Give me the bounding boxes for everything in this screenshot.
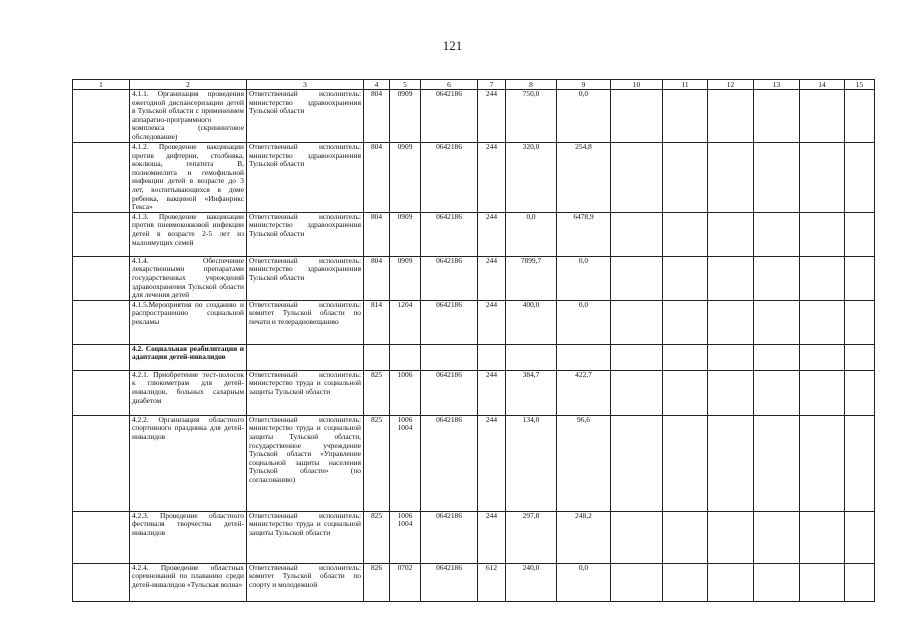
empty-cell	[845, 212, 875, 256]
empty-cell	[754, 511, 800, 563]
page-number: 121	[442, 38, 463, 53]
empty-cell	[611, 370, 663, 415]
target-code-cell: 0642186	[421, 90, 478, 143]
executor-cell: Ответственный исполнитель: министерство труда и социальной защиты Тульской области	[247, 511, 364, 563]
empty-cell	[611, 563, 663, 601]
column-header: 15	[845, 80, 875, 90]
empty-cell	[708, 344, 754, 370]
empty-cell	[663, 511, 708, 563]
amount-cell: 248,2	[557, 511, 611, 563]
code-cell: 804	[364, 212, 390, 256]
amount-cell: 254,8	[557, 143, 611, 213]
event-name-cell: 4.1.2. Проведение вакцинации против дифтерии, столбняка, коклюша, гепатита В, полиомиелита и гемофильной инфекции детей в возрасте до 3 лет, воспитывающихся в доме ребенка, вакциной «Инфанрикс Гекса»	[130, 143, 247, 213]
table-row	[73, 90, 875, 143]
empty-cell	[663, 344, 708, 370]
section-code-cell: 0909	[390, 256, 421, 300]
section-code-cell: 1006 1004	[390, 511, 421, 563]
expense-type-cell: 244	[478, 90, 506, 143]
target-code-cell: 0642186	[421, 143, 478, 213]
event-name-cell: 4.1.3. Проведение вакцинации против пневмококковой инфекции детей в возрасте 2-5 лет из малоимущих семей	[130, 212, 247, 256]
executor-cell: Ответственный исполнитель: министерство труда и социальной защиты Тульской области, государственное учреждение Тульской области «Управление социальной защиты населения Тульской области» (по согласованию)	[247, 415, 364, 511]
empty-cell	[663, 90, 708, 143]
empty-cell	[663, 300, 708, 344]
target-code-cell: 0642186	[421, 370, 478, 415]
target-code-cell: 0642186	[421, 511, 478, 563]
empty-cell	[708, 300, 754, 344]
executor-cell: Ответственный исполнитель: министерство здравоохранения Тульской области	[247, 90, 364, 143]
empty-cell	[73, 415, 130, 511]
expense-type-cell: 244	[478, 212, 506, 256]
empty-cell	[800, 415, 845, 511]
empty-cell	[73, 511, 130, 563]
target-code-cell: 0642186	[421, 300, 478, 344]
table-row	[73, 563, 875, 601]
expense-type-cell: 244	[478, 143, 506, 213]
empty-cell	[611, 344, 663, 370]
empty-cell	[708, 143, 754, 213]
column-header: 5	[390, 80, 421, 90]
empty-cell	[708, 212, 754, 256]
amount-cell: 320,0	[506, 143, 557, 213]
empty-cell	[73, 256, 130, 300]
column-header: 1	[73, 80, 130, 90]
empty-cell	[663, 563, 708, 601]
event-name-cell: 4.2.4. Проведение областных соревнований по плаванию среди детей-инвалидов «Тульская волна»	[130, 563, 247, 601]
column-header: 13	[754, 80, 800, 90]
amount-cell: 96,6	[557, 415, 611, 511]
target-code-cell: 0642186	[421, 415, 478, 511]
empty-cell	[611, 143, 663, 213]
amount-cell: 6478,9	[557, 212, 611, 256]
column-header: 8	[506, 80, 557, 90]
section-code-cell: 1204	[390, 300, 421, 344]
empty-cell	[611, 90, 663, 143]
empty-cell	[800, 344, 845, 370]
section-code-cell: 1006 1004	[390, 415, 421, 511]
empty-cell	[73, 300, 130, 344]
empty-cell	[845, 300, 875, 344]
expense-type-cell: 612	[478, 563, 506, 601]
empty-cell	[73, 344, 130, 370]
empty-cell	[663, 415, 708, 511]
table-row	[73, 212, 875, 256]
amount-cell: 400,0	[506, 300, 557, 344]
code-cell: 825	[364, 415, 390, 511]
expense-type-cell: 244	[478, 256, 506, 300]
empty-cell	[845, 415, 875, 511]
amount-cell: 750,0	[506, 90, 557, 143]
section-code-cell: 0909	[390, 212, 421, 256]
empty-cell	[663, 212, 708, 256]
empty-cell	[800, 511, 845, 563]
target-code-cell: 0642186	[421, 563, 478, 601]
amount-cell: 0,0	[506, 212, 557, 256]
empty-cell	[845, 256, 875, 300]
table-row	[73, 415, 875, 511]
section-code-cell: 0702	[390, 563, 421, 601]
empty-cell	[73, 370, 130, 415]
code-cell	[364, 344, 390, 370]
header-row	[73, 80, 875, 90]
empty-cell	[845, 90, 875, 143]
column-header: 4	[364, 80, 390, 90]
empty-cell	[754, 415, 800, 511]
empty-cell	[708, 370, 754, 415]
code-cell: 825	[364, 511, 390, 563]
column-header: 7	[478, 80, 506, 90]
executor-cell: Ответственный исполнитель: министерство здравоохранения Тульской области	[247, 212, 364, 256]
empty-cell	[845, 563, 875, 601]
empty-cell	[800, 90, 845, 143]
code-cell: 804	[364, 256, 390, 300]
amount-cell: 0,0	[557, 90, 611, 143]
target-code-cell: 0642186	[421, 256, 478, 300]
empty-cell	[845, 143, 875, 213]
expense-type-cell: 244	[478, 511, 506, 563]
empty-cell	[800, 300, 845, 344]
event-name-cell: 4.2. Социальная реабилитация и адаптация детей-инвалидов	[130, 344, 247, 370]
section-code-cell	[390, 344, 421, 370]
event-name-cell: 4.1.1. Организация проведения ежегодной диспансеризации детей в Тульской области с применением аппаратно-программного комплекса (скрининговое обследование)	[130, 90, 247, 143]
empty-cell	[708, 90, 754, 143]
empty-cell	[708, 563, 754, 601]
empty-cell	[800, 256, 845, 300]
empty-cell	[611, 511, 663, 563]
empty-cell	[754, 300, 800, 344]
table-row	[73, 143, 875, 213]
expense-type-cell: 244	[478, 370, 506, 415]
empty-cell	[754, 90, 800, 143]
empty-cell	[845, 370, 875, 415]
executor-cell: Ответственный исполнитель: комитет Тульской области по спорту и молодежной	[247, 563, 364, 601]
empty-cell	[708, 256, 754, 300]
amount-cell: 0,0	[557, 256, 611, 300]
amount-cell: 0,0	[557, 563, 611, 601]
empty-cell	[73, 90, 130, 143]
executor-cell: Ответственный исполнитель: комитет Тульской области по печати и телерадиовещанию	[247, 300, 364, 344]
table-row	[73, 300, 875, 344]
empty-cell	[663, 256, 708, 300]
event-name-cell: 4.1.4. Обеспечение лекарственными препаратами государственных учреждений здравоохранения Тульской области для лечения детей	[130, 256, 247, 300]
column-header: 10	[611, 80, 663, 90]
empty-cell	[754, 344, 800, 370]
expense-type-cell: 244	[478, 300, 506, 344]
empty-cell	[754, 143, 800, 213]
table-row	[73, 344, 875, 370]
expense-type-cell: 244	[478, 415, 506, 511]
empty-cell	[845, 511, 875, 563]
column-header: 9	[557, 80, 611, 90]
amount-cell: 134,0	[506, 415, 557, 511]
executor-cell	[247, 344, 364, 370]
empty-cell	[754, 370, 800, 415]
code-cell: 826	[364, 563, 390, 601]
code-cell: 814	[364, 300, 390, 344]
executor-cell: Ответственный исполнитель: министерство здравоохранения Тульской области	[247, 256, 364, 300]
event-name-cell: 4.1.5.Мероприятия по созданию и распространению социальной рекламы	[130, 300, 247, 344]
event-name-cell: 4.2.1. Приобретение тест-полосок к глюкометрам для детей-инвалидов, больных сахарным диабетом	[130, 370, 247, 415]
empty-cell	[611, 212, 663, 256]
empty-cell	[611, 415, 663, 511]
empty-cell	[800, 143, 845, 213]
executor-cell: Ответственный исполнитель: министерство труда и социальной защиты Тульской области	[247, 370, 364, 415]
empty-cell	[611, 300, 663, 344]
amount-cell: 240,0	[506, 563, 557, 601]
empty-cell	[800, 212, 845, 256]
amount-cell: 384,7	[506, 370, 557, 415]
empty-cell	[800, 563, 845, 601]
expense-type-cell	[478, 344, 506, 370]
empty-cell	[708, 415, 754, 511]
empty-cell	[845, 344, 875, 370]
budget-table	[72, 79, 875, 602]
event-name-cell: 4.2.2. Организация областного спортивного праздника для детей-инвалидов	[130, 415, 247, 511]
empty-cell	[663, 370, 708, 415]
target-code-cell: 0642186	[421, 212, 478, 256]
empty-cell	[708, 511, 754, 563]
empty-cell	[73, 143, 130, 213]
section-code-cell: 0909	[390, 90, 421, 143]
amount-cell: 422,7	[557, 370, 611, 415]
table-row	[73, 511, 875, 563]
executor-cell: Ответственный исполнитель: министерство здравоохранения Тульской области	[247, 143, 364, 213]
column-header: 11	[663, 80, 708, 90]
amount-cell	[506, 344, 557, 370]
event-name-cell: 4.2.3. Проведение областного фестиваля творчества детей-инвалидов	[130, 511, 247, 563]
column-header: 14	[800, 80, 845, 90]
empty-cell	[754, 563, 800, 601]
empty-cell	[73, 212, 130, 256]
amount-cell: 0,0	[557, 300, 611, 344]
amount-cell: 297,8	[506, 511, 557, 563]
amount-cell: 7899,7	[506, 256, 557, 300]
target-code-cell	[421, 344, 478, 370]
empty-cell	[663, 143, 708, 213]
table-row	[73, 370, 875, 415]
code-cell: 804	[364, 143, 390, 213]
table-row	[73, 256, 875, 300]
code-cell: 825	[364, 370, 390, 415]
empty-cell	[800, 370, 845, 415]
empty-cell	[73, 563, 130, 601]
section-code-cell: 0909	[390, 143, 421, 213]
column-header: 2	[130, 80, 247, 90]
amount-cell	[557, 344, 611, 370]
empty-cell	[754, 212, 800, 256]
section-code-cell: 1006	[390, 370, 421, 415]
column-header: 12	[708, 80, 754, 90]
column-header: 3	[247, 80, 364, 90]
code-cell: 804	[364, 90, 390, 143]
column-header: 6	[421, 80, 478, 90]
empty-cell	[611, 256, 663, 300]
empty-cell	[754, 256, 800, 300]
